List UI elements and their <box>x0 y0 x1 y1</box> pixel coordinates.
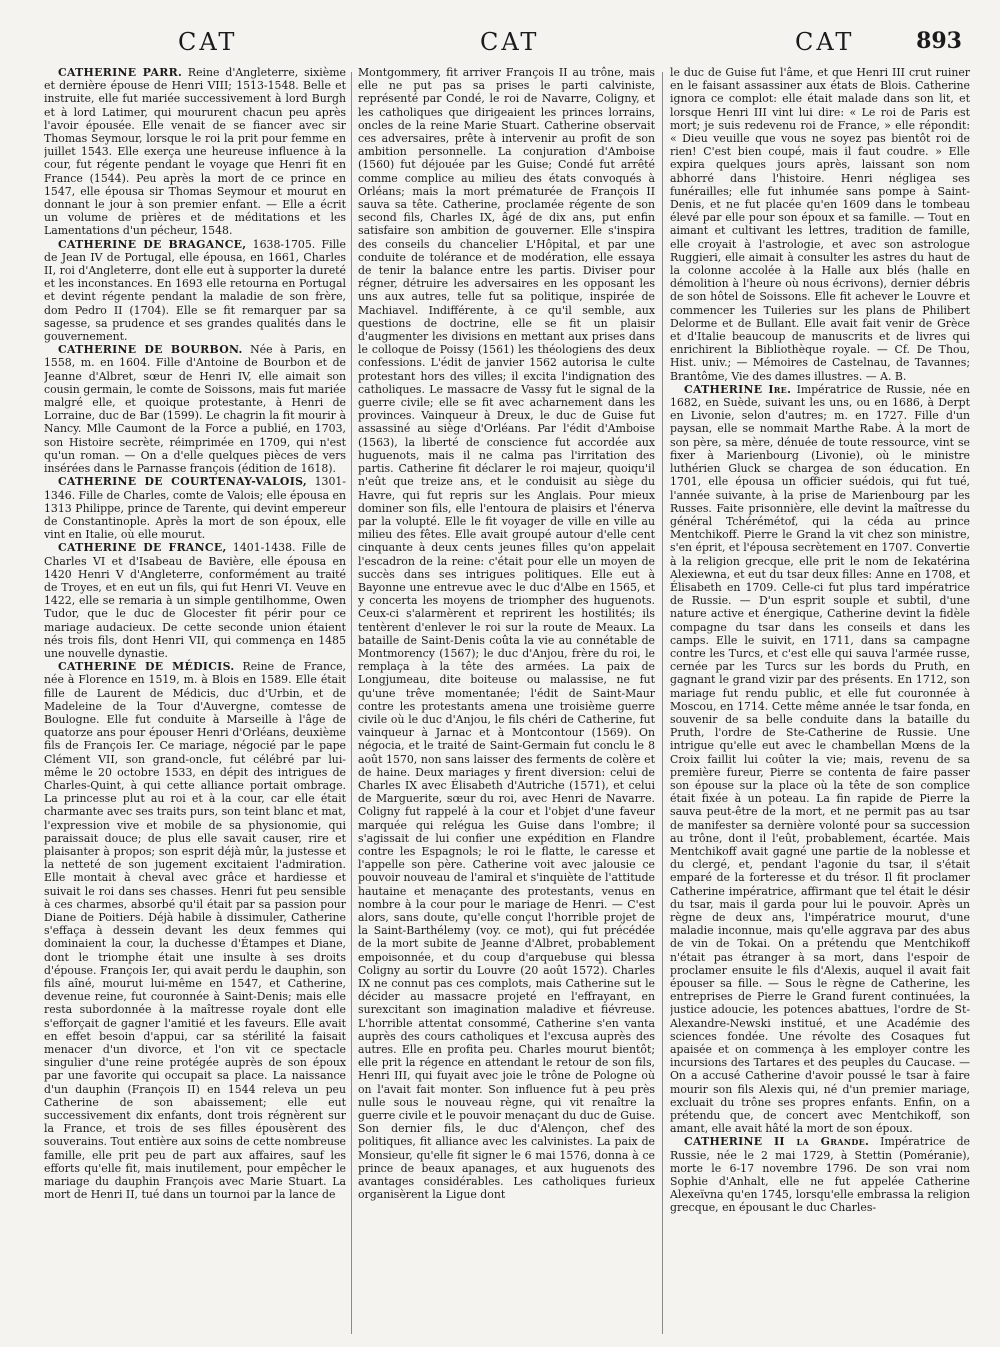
text-column-3 <box>670 66 970 1338</box>
dictionary-entry <box>670 383 970 1136</box>
entry-headword: CATHERINE II la Grande. <box>684 1135 870 1149</box>
entry-text: Impératrice de Russie, née le 2 mai 1729, à Stettin (Poméranie), morte le 6-17 novembre 1796. De son vrai nom Sophie d'Anhalt, elle ne fut appelée Catherine Alexeïvna qu'en 1745, lorsqu'elle embrassa la religion grecque, en épousant le duc Charles- <box>670 1135 970 1215</box>
entry-text: 1638-1705. Fille de Jean IV de Portugal, elle épousa, en 1661, Charles II, roi d'Angleterre, dont elle eut à supporter la dureté et les inconstances. En 1693 elle retourna en Portugal et devint régente pendant la maladie de son frère, dom Pedro II (1704). Elle se fit remarquer par sa sagesse, sa prudence et ses grandes qualités dans le gouvernement. <box>44 237 346 344</box>
entry-text: Reine d'Angleterre, sixième et dernière épouse de Henri VIII; 1513-1548. Belle et instruite, elle fut mariée successivement à lord Burgh et à lord Latimer, qui moururent chacun peu après l'avoir épousée. Elle venait de se fiancer avec sir Thomas Seymour, lorsque le roi la prit pour femme en juillet 1543. Elle exerça une heureuse influence à la cour, fut régente pendant le voyage que Henri fit en France (1544). Peu après la mort de ce prince en 1547, elle épousa sir Thomas Seymour et mourut en donnant le jour à son premier enfant. — Elle a écrit un volume de prières et de méditations et les Lamentations d'un pécheur, 1548. <box>44 66 346 238</box>
header-right-word: CAT <box>795 28 855 56</box>
dictionary-entry <box>44 475 346 541</box>
entry-text: Reine de France, née à Florence en 1519, m. à Blois en 1589. Elle était fille de Laurent de Médicis, duc d'Urbin, et de Madeleine de la Tour d'Auvergne, comtesse de Boulogne. Elle fut conduite à Marseille à l'âge de quatorze ans pour épouser Henri d'Orléans, deuxième fils de François Ier. Ce mariage, négocié par le pape Clément VII, son grand-oncle, fut célébré par lui-même le 20 octobre 1533, en dépit des intrigues de Charles-Quint, à qui cette alliance portait ombrage. La princesse plut au roi et à la cour, car elle était charmante avec ses traits purs, son teint blanc et mat, l'expression vive et mobile de sa physionomie, qui paraissait douce; de plus elle savait causer, rire et plaisanter à propos; son esprit déjà mûr, la justesse et la netteté de son jugement excitaient l'admiration. Elle montait à cheval avec grâce et hardiesse et suivait le roi dans ses chasses. Henri fut peu sensible à ces charmes, absorbé qu'il était par sa passion pour Diane de Poitiers. Déjà habile à dissimuler, Catherine s'effaça à dessein devant les deux femmes qui dominaient la cour, la duchesse d'Étampes et Diane, dont le triomphe était une insulte à ses droits d'épouse. François Ier, qui avait perdu le dauphin, son fils aîné, mourut lui-même en 1547, et Catherine, devenue reine, fut couronnée à Saint-Denis; mais elle resta subordonnée à la maîtresse royale dont elle s'efforçait de gagner l'amitié et les faveurs. Elle avait en effet besoin d'appui, car sa stérilité la faisait menacer d'un divorce, et l'on vit ce spectacle singulier d'une reine protégée auprès de son époux par une favorite qui occupait sa place. La naissance d'un dauphin (François II) en 1544 releva un peu Catherine de son abaissement; elle eut successivement dix enfants, dont trois régnèrent sur la France, et trois de ses filles épousèrent des souverains. Tout entière aux soins de cette nombreuse famille, elle prit peu de part aux affaires, sauf les efforts qu'elle fit, mais inutilement, pour empêcher le mariage du dauphin François avec Marie Stuart. La mort de Henri II, tué dans un tournoi par la lance de <box>44 660 346 1202</box>
entry-continuation <box>670 66 970 383</box>
entry-text: le duc de Guise fut l'âme, et que Henri III crut ruiner en le faisant assassiner aux états de Blois. Catherine ignora ce complot: elle était malade dans son lit, et lorsque Henri III vint lui dire: « Le roi de Paris est mort; je suis redevenu roi de France, » elle répondit: « Dieu veuille que vous ne soyez pas bientôt roi de rien! C'est bien coupé, mais il faut coudre. » Elle expira quelques jours après, laissant son nom abhorré dans l'histoire. Henri négligea ses funérailles; elle fut inhumée sans pompe à Saint-Denis, et ne fut placée qu'en 1609 dans le tombeau élevé par elle pour son époux et sa famille. — Tout en aimant et cultivant les lettres, tradition de famille, elle croyait à l'astrologie, et avec son astrologue Ruggieri, elle aimait à consulter les astres du haut de la colonne accolée à la Halle aux blés (halle en démolition à l'heure où nous écrivons), dernier débris de son hôtel de Soissons. Elle fit achever le Louvre et commencer les Tuileries sur les plans de Philibert Delorme et de Bullant. Elle avait fait venir de Grèce et d'Italie beaucoup de manuscrits et de livres qui enrichirent la Bibliothèque royale. — Cf. De Thou, Hist. univ.; — Mémoires de Castelnau, de Tavannes; Brantôme, Vie des dames illustres. — A. B. <box>670 66 970 383</box>
entry-headword: CATHERINE Ire. <box>684 382 792 396</box>
running-header <box>0 28 1000 68</box>
entry-text: Impératrice de Russie, née en 1682, en Suède, suivant les uns, ou en 1686, à Derpt en Livonie, selon d'autres; m. en 1727. Fille d'un paysan, elle se nommait Marthe Rabe. À la mort de son père, sa mère, dénuée de toute ressource, vint se fixer à Marienbourg (Livonie), où le ministre luthérien Gluck se chargea de son éducation. En 1701, elle épousa un officier suédois, qui fut tué, l'année suivante, à la prise de Marienbourg par les Russes. Faite prisonnière, elle devint la maîtresse du général Tchérémétof, qui la céda au prince Mentchikoff. Pierre le Grand la vit chez son ministre, s'en éprit, et l'épousa secrètement en 1707. Convertie à la religion grecque, elle prit le nom de Iekatérina Alexiewna, et eut du tsar deux filles: Anne en 1708, et Élisabeth en 1709. Celle-ci fut plus tard impératrice de Russie. — D'un esprit souple et subtil, d'une nature active et énergique, Catherine devint la fidèle compagne du tsar dans les conseils et dans les camps. Elle le suivit, en 1711, dans sa campagne contre les Turcs, et c'est elle qui sauva l'armée russe, cernée par les Turcs sur les bords du Pruth, en gagnant le grand vizir par des présents. En 1712, son mariage fut rendu public, et elle fut couronnée à Moscou, en 1714. Cette même année le tsar fonda, en souvenir de sa belle conduite dans la bataille du Pruth, l'ordre de Ste-Catherine de Russie. Une intrigue qu'elle eut avec le chambellan Mœns de la Croix faillit lui coûter la vie; mais, revenu de sa première fureur, Pierre se contenta de faire passer son épouse sur la place où la tête de son complice était fixée à un poteau. La fin rapide de Pierre la sauva peut-être de la mort, et ne permit pas au tsar de manifester sa dernière volonté pour sa succession au trône, dont il l'eût, probablement, écartée. Mais Mentchikoff avait gagné une partie de la noblesse et du clergé, et, pendant l'agonie du tsar, il s'était emparé de la forteresse et du trésor. Il fit proclamer Catherine impératrice, affirmant que tel était le désir du tsar, mais il garda pour lui le pouvoir. Après un règne de deux ans, l'impératrice mourut, d'une maladie inconnue, mais qu'elle aggrava par des abus de vin de Tokai. On a prétendu que Mentchikoff n'était pas étranger à sa mort, dans l'espoir de proclamer ensuite le fils d'Alexis, auquel il avait fait épouser sa fille. — Sous le règne de Catherine, les entreprises de Pierre le Grand furent continuées, la justice adoucie, les potences abattues, l'ordre de St-Alexandre-Newski institué, et une Académie des sciences fondée. Une révolte des Cosaques fut apaisée et on commença à les employer contre les incursions des Tartares et des peuples du Caucase. — On a accusé Catherine d'avoir poussé le tsar à faire mourir son fils Alexis qui, né d'un premier mariage, excluait du trône ses propres enfants. Enfin, on a prétendu que, de concert avec Mentchikoff, son amant, elle avait hâté la mort de son époux. <box>670 382 970 1136</box>
header-center-word: CAT <box>480 28 540 56</box>
text-column-2 <box>358 66 655 1338</box>
entry-headword: CATHERINE DE COURTENAY-VALOIS, <box>58 475 307 489</box>
entry-text: Née à Paris, en 1558, m. en 1604. Fille d'Antoine de Bourbon et de Jeanne d'Albret, sœur de Henri IV, elle aimait son cousin germain, le comte de Soissons, mais fut mariée malgré elle, et quoique protestante, à Henri de Lorraine, duc de Bar (1599). Le chagrin la fit mourir à Nancy. Mlle Caumont de la Force a publié, en 1703, son Histoire secrète, réimprimée en 1709, qui n'est qu'un roman. — On a d'elle quelques pièces de vers insérées dans le Parnasse françois (édition de 1618). <box>44 343 346 476</box>
entry-headword: CATHERINE DE BRAGANCE, <box>58 237 247 251</box>
entry-text: 1401-1438. Fille de Charles VI et d'Isabeau de Bavière, elle épousa en 1420 Henri V d'Angleterre, conformément au traité de Troyes, et en eut un fils, qui fut Henri VI. Veuve en 1422, elle se remaria à un simple gentilhomme, Owen Tudor, que le duc de Glocester fit périr pour ce mariage audacieux. De cette seconde union étaient nés trois fils, dont Henri VII, qui commença en 1485 une nouvelle dynastie. <box>44 541 346 660</box>
column-divider <box>662 72 663 1334</box>
page-number: 893 <box>916 28 962 54</box>
header-left-word: CAT <box>178 28 238 56</box>
column-divider <box>351 72 352 1334</box>
text-column-1 <box>44 66 346 1338</box>
dictionary-entry <box>44 238 346 344</box>
entry-continuation <box>358 66 655 1201</box>
dictionary-entry <box>44 66 346 238</box>
dictionary-entry <box>44 660 346 1201</box>
dictionary-entry <box>44 541 346 660</box>
entry-text: Montgommery, fit arriver François II au trône, mais elle ne put pas sa prises le parti calviniste, représenté par Condé, le roi de Navarre, Coligny, et les catholiques que dirigeaient les princes lorrains, oncles de la reine Marie Stuart. Catherine observait ces adversaires, prête à intervenir au profit de son ambition personnelle. La conjuration d'Amboise (1560) fut déjouée par les Guise; Condé fut arrêté comme complice au milieu des états convoqués à Orléans; mais la mort prématurée de François II sauva sa tête. Catherine, proclamée régente de son second fils, Charles IX, âgé de dix ans, put enfin satisfaire son ambition de gouverner. Elle s'inspira des conseils du chancelier L'Hôpital, et par une conduite de tolérance et de modération, elle essaya de tenir la balance entre les partis. Diviser pour régner, détruire les adversaires en les opposant les uns aux autres, telle fut sa politique, inspirée de Machiavel. Indifférente, à ce qu'il semble, aux questions de doctrine, elle se fit un plaisir d'augmenter les divisions en mettant aux prises dans le colloque de Poissy (1561) les théologiens des deux confessions. L'édit de janvier 1562 autorisa le culte protestant hors des villes; il excita l'indignation des catholiques. Le massacre de Vassy fut le signal de la guerre civile; elle se fit avec acharnement dans les provinces. Vainqueur à Dreux, le duc de Guise fut assassiné au siège d'Orléans. Par l'édit d'Amboise (1563), la liberté de conscience fut accordée aux huguenots, mais il ne calma pas l'irritation des partis. Catherine fit déclarer le roi majeur, quoiqu'il n'eût que treize ans, et le conduisit au siège du Havre, qui fut repris sur les Anglais. Pour mieux dominer son fils, elle l'entoura de plaisirs et l'énerva par la volupté. Elle le fit voyager de ville en ville au milieu des fêtes. Elle avait groupé autour d'elle cent cinquante à deux cents jeunes filles qu'on appelait l'escadron de la reine: c'était pour elle un moyen de succès dans ses intrigues politiques. Elle eut à Bayonne une entrevue avec le duc d'Albe en 1565, et y concerta les moyens de triompher des huguenots. Ceux-ci s'alarmèrent et reprirent les hostilités; ils tentèrent d'enlever le roi sur la route de Meaux. La bataille de Saint-Denis coûta la vie au connétable de Montmorency (1567); le duc d'Anjou, frère du roi, le remplaça à la tête des armées. La paix de Longjumeau, dite boiteuse ou malassise, ne fut qu'une trêve momentanée; l'édit de Saint-Maur contre les protestants amena une troisième guerre civile où le duc d'Anjou, le fils chéri de Catherine, fut vainqueur à Jarnac et à Montcontour (1569). On négocia, et le traité de Saint-Germain fut conclu le 8 août 1570, non sans laisser des ferments de colère et de haine. Deux mariages y firent diversion: celui de Charles IX avec Élisabeth d'Autriche (1571), et celui de Marguerite, sœur du roi, avec Henri de Navarre. Coligny fut rappelé à la cour et l'objet d'une faveur marquée qui relégua les Guise dans l'ombre; il s'agissait de lui confier une expédition en Flandre contre les Espagnols; le roi le flatte, le caresse et l'appelle son père. Catherine voit avec jalousie ce pouvoir nouveau de l'amiral et s'inquiète de l'attitude hautaine et menaçante des protestants, venus en nombre à la cour pour le mariage de Henri. — C'est alors, sans doute, qu'elle conçut l'horrible projet de la Saint-Barthélemy (voy. ce mot), qui fut précédée de la mort subite de Jeanne d'Albret, probablement empoisonnée, et du coup d'arquebuse qui blessa Coligny au sortir du Louvre (20 août 1572). Charles IX ne connut pas ces complots, mais Catherine sut le décider au massacre projeté en l'effrayant, en surexcitant son imagination maladive et fiévreuse. L'horrible attentat consommé, Catherine s'en vanta auprès des cours catholiques et l'excusa auprès des autres. Elle en profita peu. Charles mourut bientôt; elle prit la régence en attendant le retour de son fils, Henri III, qui fuyait avec joie le trône de Pologne où on l'avait fait monter. Son influence fut à peu près nulle sous le nouveau règne, qui vit renaître la guerre civile et le pouvoir menaçant du duc de Guise. Son dernier fils, le duc d'Alençon, chef des politiques, fit alliance avec les calvinistes. La paix de Monsieur, qu'elle fit signer le 6 mai 1576, donna à ce prince de beaux apanages, et aux huguenots des avantages considérables. Les catholiques furieux organisèrent la Ligue dont <box>358 66 655 1202</box>
entry-text: 1301-1346. Fille de Charles, comte de Valois; elle épousa en 1313 Philippe, prince de Tarente, qui devint empereur de Constantinople. Après la mort de son époux, elle vint en Italie, où elle mourut. <box>44 475 346 542</box>
dictionary-entry <box>670 1135 970 1214</box>
entry-headword: CATHERINE PARR. <box>58 66 183 79</box>
dictionary-entry <box>44 343 346 475</box>
entry-headword: CATHERINE DE FRANCE, <box>58 541 227 555</box>
entry-headword: CATHERINE DE MÉDICIS. <box>58 660 235 674</box>
entry-headword: CATHERINE DE BOURBON. <box>58 343 243 357</box>
